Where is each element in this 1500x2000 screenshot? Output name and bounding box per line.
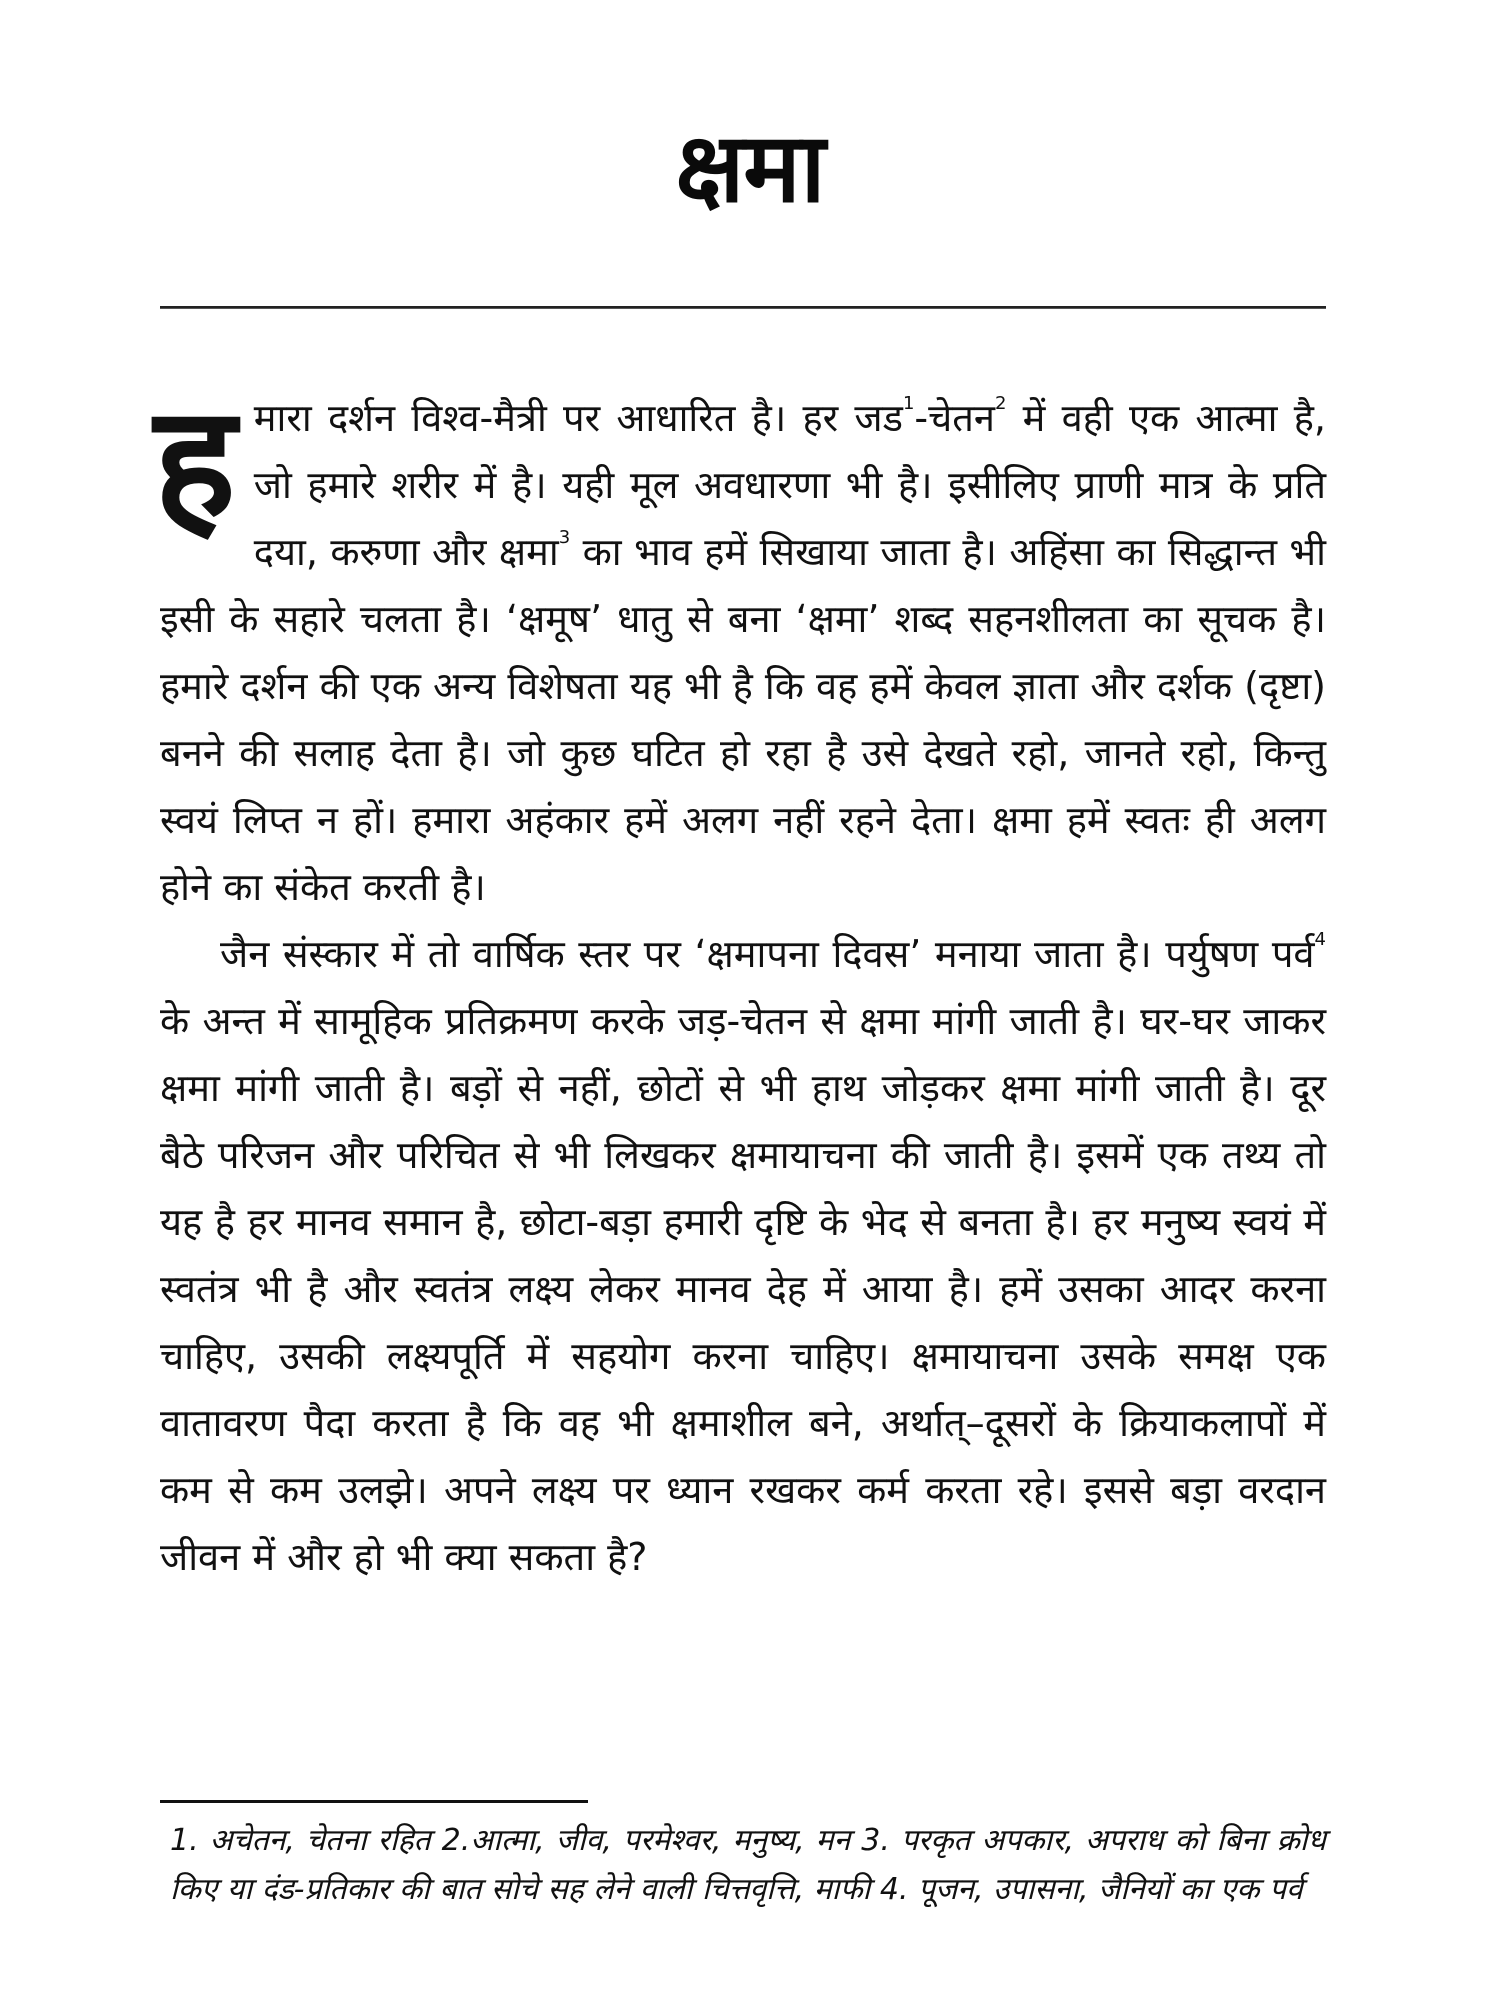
paragraph-1-part-c: में वही एक आत्मा है, जो हमारे शरीर में है। यही मूल अवधारणा भी है। इसीलिए प्राणी मात्र के प्रति दया, करुणा और क्षमा <box>253 396 1326 574</box>
chapter-title: क्षमा <box>675 112 825 224</box>
drop-cap: ह <box>154 371 236 552</box>
paragraph-1-part-b: -चेतन <box>914 396 995 440</box>
footnote-divider <box>160 1800 588 1803</box>
paragraph-2-part-b: के अन्त में सामूहिक प्रतिक्रमण करके जड़-चेतन से क्षमा मांगी जाती है। घर-घर जाकर क्षमा मांगी जाती है। बड़ों से नहीं, छोटों से भी हाथ जोड़कर क्षमा मांगी जाती है। दूर बैठे परिजन और परिचित से भी लिखकर क्षमायाचना की जाती है। इसमें एक तथ्य तो यह है हर मानव समान है, छोटा-बड़ा हमारी दृष्टि के भेद से बनता है। हर मनुष्य स्वयं में स्वतंत्र भी है और स्वतंत्र लक्ष्य लेकर मानव देह में आया है। हमें उसका आदर करना चाहिए, उसकी लक्ष्यपूर्ति में सहयोग करना चाहिए। क्षमायाचना उसके समक्ष एक वातावरण पैदा करता है कि वह भी क्षमाशील बने, अर्थात्–दूसरों के क्रियाकलापों में कम से कम उलझे। अपने लक्ष्य पर ध्यान रखकर कर्म करता रहे। इससे बड़ा वरदान जीवन में और हो भी क्या सकता है? <box>160 999 1326 1579</box>
footnote-ref-1: 1 <box>902 393 915 414</box>
main-text <box>154 371 1326 1591</box>
paragraph-2-part-a: जैन संस्कार में तो वार्षिक स्तर पर ‘क्षमापना दिवस’ मनाया जाता है। पर्युषण पर्व <box>220 932 1315 976</box>
footnote-text: 1. अचेतन, चेतना रहित 2.आत्मा, जीव, परमेश्वर, मनुष्य, मन 3. परकृत अपकार, अपराध को बिना क्रोध किए या दंड-प्रतिकार की बात सोचे सह लेने वाली चित्तवृत्ति, माफी 4. पूजन, उपासना, जैनियों का एक पर्व <box>170 1823 1326 1907</box>
footnote-ref-2: 2 <box>995 393 1007 414</box>
paragraph-1-part-d: का भाव हमें सिखाया जाता है। अहिंसा का सिद्धान्त भी इसी के सहारे चलता है। ‘क्षमूष’ धातु से बना ‘क्षमा’ शब्द सहनशीलता का सूचक है। हमारे दर्शन की एक अन्य विशेषता यह भी है कि वह हमें केवल ज्ञाता और दर्शक (दृष्टा) बनने की सलाह देता है। जो कुछ घटित हो रहा है उसे देखते रहो, जानते रहो, किन्तु स्वयं लिप्त न हों। हमारा अहंकार हमें अलग नहीं रहने देता। क्षमा हमें स्वतः ही अलग होने का संकेत करती है। <box>160 530 1326 909</box>
paragraph-1-part-a: मारा दर्शन विश्व-मैत्री पर आधारित है। हर जड <box>253 396 903 440</box>
paragraph-2 <box>160 921 1326 1591</box>
footnotes <box>170 1816 1326 1914</box>
footnote-ref-4: 4 <box>1314 929 1326 950</box>
title-divider <box>160 306 1326 309</box>
paragraph-1 <box>154 371 1326 921</box>
footnote-ref-3: 3 <box>558 527 571 548</box>
